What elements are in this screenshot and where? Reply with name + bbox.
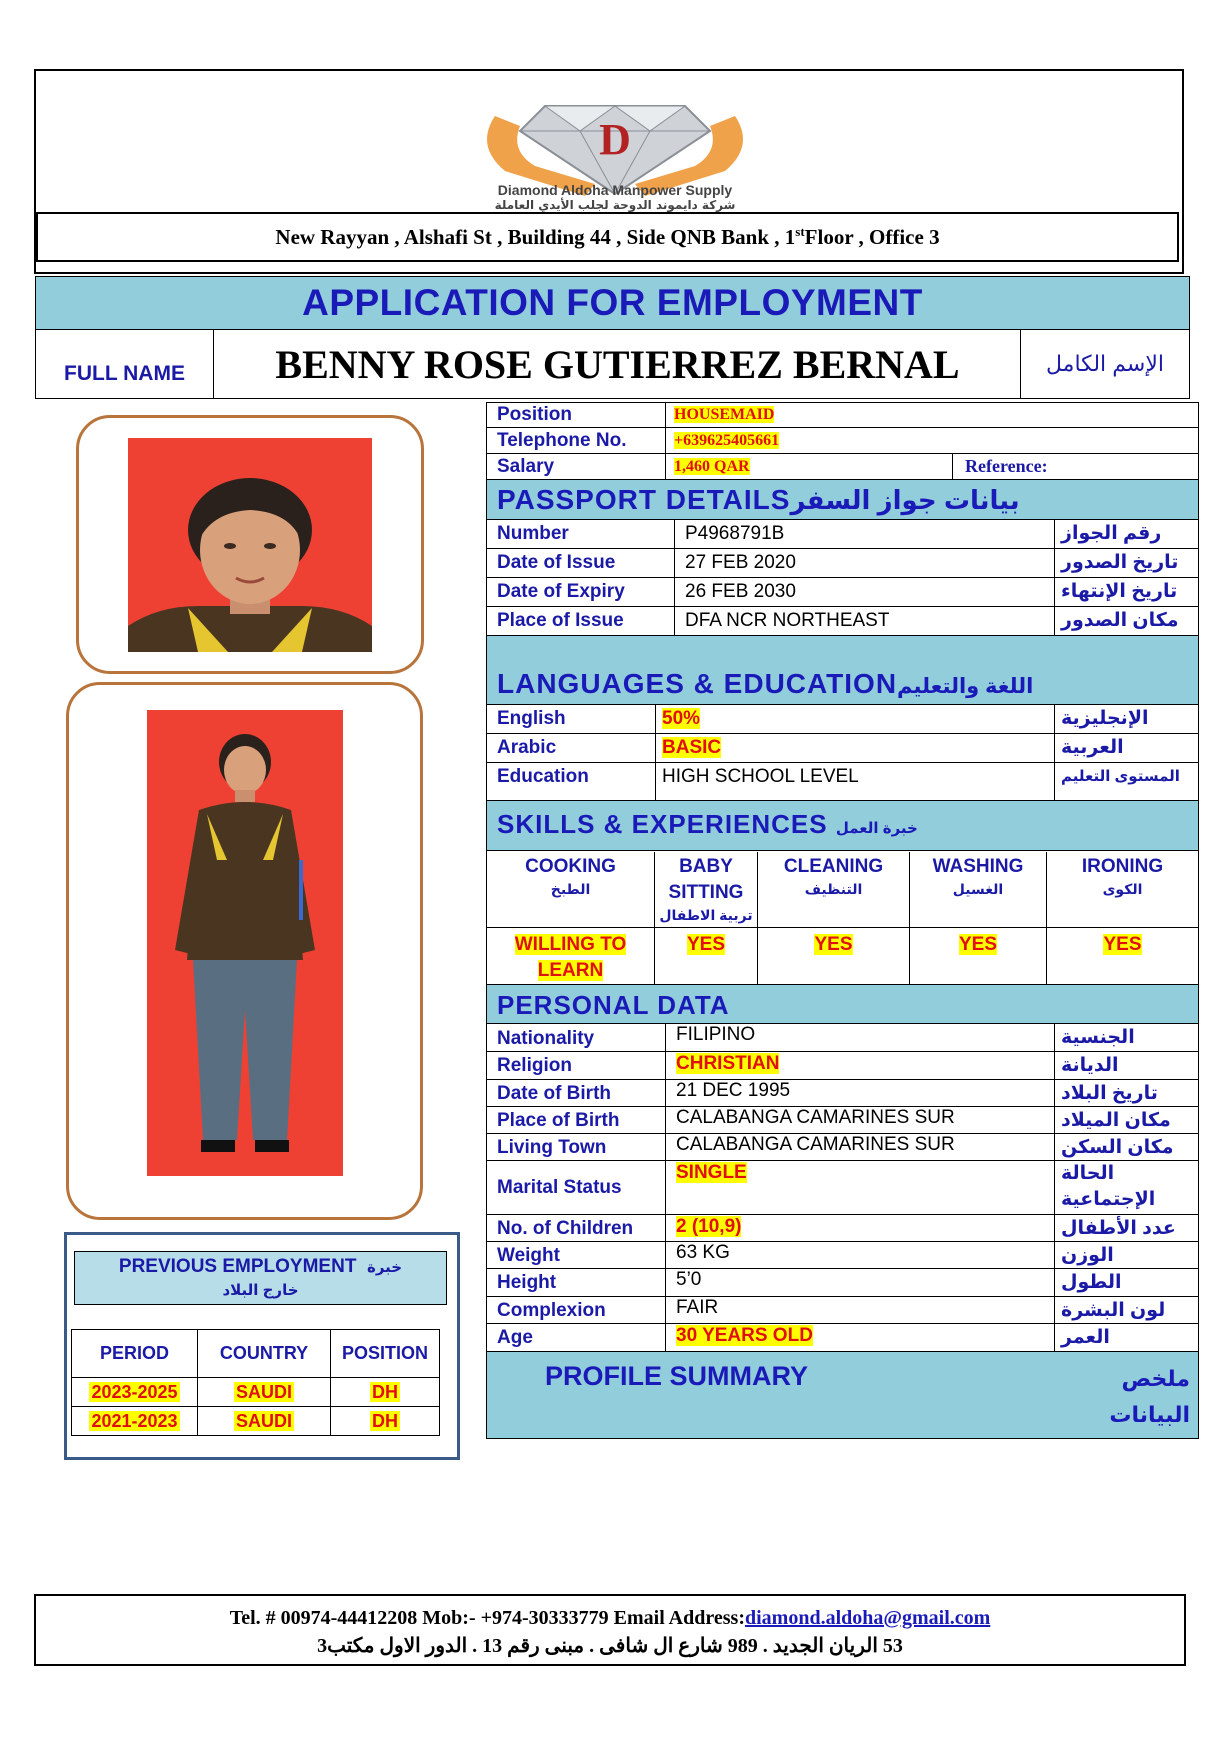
footer	[34, 1594, 1186, 1666]
skill-name: CLEANING	[783, 856, 884, 877]
table-row	[487, 1269, 1198, 1297]
footer-contact	[36, 1604, 1184, 1632]
skill-cooking	[487, 852, 655, 984]
issue-place-value: DFA NCR NORTHEAST	[674, 607, 1054, 635]
skills-title: SKILLS & EXPERIENCES	[497, 809, 828, 839]
full-name-label: FULL NAME	[36, 330, 214, 398]
english-ar: الإنجليزية	[1054, 705, 1198, 733]
skill-name-ar: تربية الاطفال	[659, 907, 753, 923]
telephone-cell	[665, 428, 1198, 453]
country-cell: SAUDI	[235, 1410, 292, 1431]
nationality-ar: الجنسية	[1054, 1024, 1198, 1051]
company-name: Diamond Aldoha Manpower Supply	[497, 182, 733, 198]
children-cell	[665, 1215, 1054, 1241]
living-town-label: Living Town	[497, 1137, 607, 1158]
personal-section-title: PERSONAL DATA	[487, 984, 1198, 1024]
position-cell: DH	[372, 1410, 398, 1431]
arabic-ar: العربية	[1054, 734, 1198, 762]
height-ar: الطول	[1054, 1269, 1198, 1296]
skill-value: YES	[1103, 934, 1142, 955]
dob-ar: تاريخ البلاد	[1054, 1080, 1198, 1106]
table-row	[72, 1407, 440, 1436]
skill-value: YES	[958, 934, 998, 955]
details-table	[486, 402, 1199, 1439]
skills-title-ar: خبرة العمل	[835, 820, 918, 837]
marital-status-ar: الحالة الإجتماعية	[1054, 1161, 1198, 1214]
living-town-value: CALABANGA CAMARINES SUR	[665, 1134, 1054, 1160]
pob-value: CALABANGA CAMARINES SUR	[665, 1107, 1054, 1133]
complexion-ar: لون البشرة	[1054, 1297, 1198, 1323]
position-label: Position	[497, 404, 572, 425]
company-logo	[435, 76, 795, 212]
religion-label: Religion	[497, 1055, 572, 1076]
table-row	[487, 578, 1198, 607]
issue-place-ar: مكان الصدور	[1054, 607, 1198, 635]
table-row	[487, 1107, 1198, 1134]
skill-name: IRONING	[1081, 856, 1164, 877]
expiry-date-label: Date of Expiry	[497, 581, 625, 602]
period-cell: 2021-2023	[91, 1410, 178, 1431]
table-row	[487, 1134, 1198, 1161]
full-body-photo	[147, 710, 343, 1176]
address	[36, 212, 1179, 262]
salary-value: 1,460 QAR	[674, 458, 750, 475]
previous-employment-title-en: PREVIOUS EMPLOYMENT	[118, 1256, 357, 1277]
profile-title-ar1: ملخص	[1121, 1366, 1190, 1391]
age-label: Age	[497, 1327, 533, 1348]
living-town-ar: مكان السكن	[1054, 1134, 1198, 1160]
skill-ironing	[1047, 852, 1198, 984]
skill-value-cell	[655, 927, 757, 958]
weight-ar: الوزن	[1054, 1242, 1198, 1268]
children-ar: عدد الأطفال	[1054, 1215, 1198, 1241]
profile-summary	[487, 1352, 1198, 1438]
position-value: HOUSEMAID	[674, 406, 775, 423]
marital-status-label: Marital Status	[497, 1177, 622, 1198]
company-name-ar: شركة دايموند الدوحة لجلب الأيدي العاملة	[494, 198, 736, 212]
skill-value-cell	[910, 927, 1046, 958]
position-cell: DH	[372, 1381, 398, 1402]
passport-title: PASSPORT DETAILS	[497, 484, 791, 515]
table-row	[487, 1242, 1198, 1269]
english-label: English	[497, 708, 566, 729]
telephone-row	[487, 428, 1198, 454]
pob-ar: مكان الميلاد	[1054, 1107, 1198, 1133]
telephone-label: Telephone No.	[497, 430, 627, 451]
form-title: APPLICATION FOR EMPLOYMENT	[35, 276, 1190, 330]
religion-value: CHRISTIAN	[676, 1053, 780, 1074]
passport-number-ar: رقم الجواز	[1054, 520, 1198, 548]
passport-section-title	[487, 480, 1198, 520]
english-cell	[655, 705, 1054, 733]
skill-value-cell	[1047, 927, 1198, 958]
position-header: POSITION	[331, 1330, 440, 1378]
salary-cell	[665, 454, 952, 479]
marital-status-value: SINGLE	[676, 1162, 747, 1183]
religion-cell	[665, 1052, 1054, 1079]
email-link[interactable]: diamond.aldoha@gmail.com	[744, 1607, 991, 1629]
table-row	[487, 520, 1198, 549]
complexion-label: Complexion	[497, 1300, 606, 1321]
weight-value: 63 KG	[665, 1242, 1054, 1268]
previous-employment-title	[74, 1251, 447, 1305]
table-row	[487, 1215, 1198, 1242]
table-row	[487, 1052, 1198, 1080]
skills-grid	[487, 852, 1198, 984]
dob-value: 21 DEC 1995	[665, 1080, 1054, 1106]
skill-name-ar: الطبخ	[550, 881, 591, 897]
address-line: New Rayyan , Alshafi St , Building 44 , Side QNB Bank , 1stFloor , Office 3	[275, 224, 940, 249]
arabic-cell	[655, 734, 1054, 762]
table-row	[487, 1324, 1198, 1352]
footer-phone: Tel. # 00974-44412208 Mob:- +974-30333779 Email Address:	[229, 1607, 745, 1629]
religion-ar: الديانة	[1054, 1052, 1198, 1079]
skill-name: BABY SITTING	[668, 856, 744, 903]
skill-name: WASHING	[932, 856, 1024, 877]
table-row	[487, 549, 1198, 578]
profile-title: PROFILE SUMMARY	[545, 1361, 808, 1391]
previous-employment-title-ar1: خبرة	[366, 1259, 403, 1276]
skill-value: YES	[814, 934, 853, 955]
skill-washing	[910, 852, 1047, 984]
telephone-value: +639625405661	[674, 432, 780, 449]
period-header: PERIOD	[72, 1330, 198, 1378]
arabic-value: BASIC	[662, 737, 722, 758]
dob-label: Date of Birth	[497, 1083, 611, 1104]
languages-section-title	[487, 636, 1198, 705]
skill-value: YES	[686, 934, 726, 955]
reference-label: Reference:	[952, 454, 1198, 479]
children-value: 2 (10,9)	[676, 1216, 742, 1237]
height-label: Height	[497, 1272, 557, 1293]
passport-number-value: P4968791B	[674, 520, 1054, 548]
logo-letters: D	[599, 115, 631, 164]
expiry-date-value: 26 FEB 2030	[674, 578, 1054, 606]
age-ar: العمر	[1054, 1324, 1198, 1351]
languages-title: LANGUAGES & EDUCATION	[497, 668, 898, 699]
skill-name: COOKING	[525, 856, 616, 877]
skill-value-cell	[487, 927, 654, 984]
skill-value-cell	[758, 927, 909, 958]
skills-section-title	[487, 801, 1198, 851]
table-row	[487, 607, 1198, 636]
age-cell	[665, 1324, 1054, 1351]
table-row	[487, 763, 1198, 801]
full-name-label-ar: الإسم الكامل	[1046, 351, 1164, 376]
table-row	[487, 1080, 1198, 1107]
profile-title-ar2: البيانات	[1109, 1402, 1190, 1427]
passport-title-ar: بيانات جواز السفر	[790, 485, 1020, 515]
passport-number-label: Number	[497, 523, 569, 544]
skill-baby-sitting	[655, 852, 758, 984]
previous-employment-title-ar2: خارج البلاد	[222, 1282, 299, 1299]
table-row	[487, 734, 1198, 763]
issue-date-value: 27 FEB 2020	[674, 549, 1054, 577]
education-ar: المستوى التعليم	[1054, 763, 1198, 800]
marital-status-cell	[665, 1161, 1054, 1214]
period-cell: 2023-2025	[91, 1381, 178, 1402]
position-cell	[665, 403, 1198, 427]
table-row	[72, 1378, 440, 1407]
issue-place-label: Place of Issue	[497, 610, 624, 631]
full-name-row	[35, 329, 1190, 399]
skill-name-ar: التنظيف	[804, 881, 863, 897]
pob-label: Place of Birth	[497, 1110, 620, 1131]
education-label: Education	[497, 766, 589, 787]
expiry-date-ar: تاريخ الإنتهاء	[1054, 578, 1198, 606]
education-value: HIGH SCHOOL LEVEL	[655, 763, 1054, 800]
children-label: No. of Children	[497, 1218, 634, 1239]
skill-name-ar: الكوى	[1102, 881, 1143, 897]
nationality-label: Nationality	[497, 1028, 595, 1049]
skill-cleaning	[758, 852, 910, 984]
table-row	[487, 1297, 1198, 1324]
table-row	[487, 1024, 1198, 1052]
full-name-value: BENNY ROSE GUTIERREZ BERNAL	[215, 330, 1021, 398]
arabic-label: Arabic	[497, 737, 557, 758]
nationality-value: FILIPINO	[665, 1024, 1054, 1051]
table-row	[487, 705, 1198, 734]
footer-address-ar: 53 الريان الجديد . 989 شارع ال شافى . مبنى رقم 13 . الدور الاول مكتب3	[317, 1635, 903, 1657]
previous-employment-table	[71, 1329, 440, 1436]
salary-row	[487, 454, 1198, 480]
languages-title-ar: اللغة والتعليم	[897, 675, 1034, 698]
issue-date-label: Date of Issue	[497, 552, 616, 573]
complexion-value: FAIR	[665, 1297, 1054, 1323]
position-row	[487, 403, 1198, 428]
country-cell: SAUDI	[235, 1381, 292, 1402]
weight-label: Weight	[497, 1245, 560, 1266]
salary-label: Salary	[497, 456, 555, 477]
height-value: 5’0	[665, 1269, 1054, 1296]
english-value: 50%	[662, 708, 701, 729]
table-row	[487, 1161, 1198, 1215]
skill-name-ar: الغسيل	[952, 881, 1004, 897]
portrait-photo	[128, 438, 372, 652]
age-value: 30 YEARS OLD	[676, 1325, 813, 1346]
country-header: COUNTRY	[198, 1330, 331, 1378]
issue-date-ar: تاريخ الصدور	[1054, 549, 1198, 577]
skill-value: WILLING TO LEARN	[514, 934, 627, 981]
